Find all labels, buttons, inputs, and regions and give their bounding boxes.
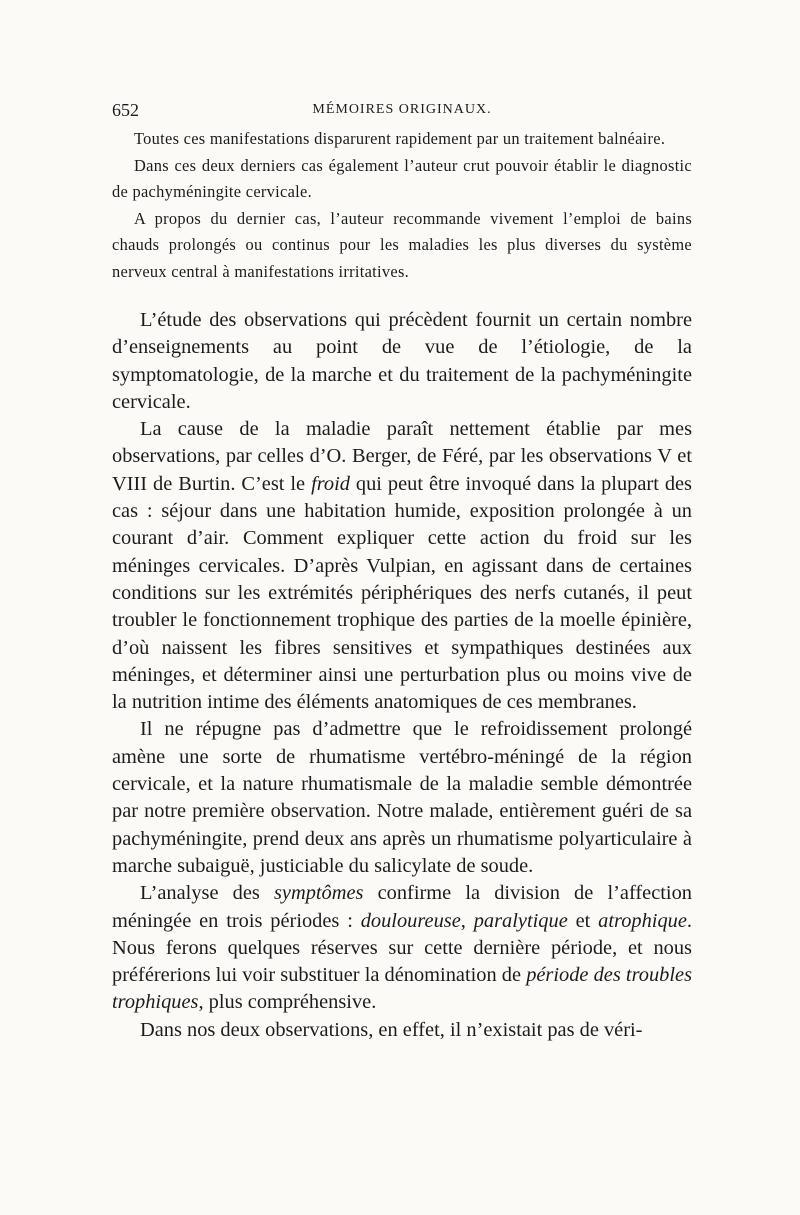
text-run: La cause de la maladie paraît nettement établie par mes observations, par celles d’O. Berger, de Féré, par les observations V et VIII de Burtin. C’est le [112, 418, 692, 495]
text-run: Toutes ces manifestations disparurent rapidement par un traitement balnéaire. [134, 129, 666, 148]
italic-term: paralytique [473, 909, 568, 932]
running-title: MÉMOIRES ORIGINAUX. [312, 102, 492, 117]
italic-term: période des troubles trophiques [112, 964, 693, 1014]
text-run: Il ne répugne pas d’admettre que le refroidissement prolongé amène une sorte de rhumatisme vertébro-méningé de la région cervicale, et la nature rhumatismale de la maladie semble démontrée par notre première observation. Notre malade, entièrement guéri de sa pachyméningite, prend deux ans après un rhumatisme polyarticulaire à marche subaiguë, justiciable du salicylate de soude. [112, 718, 692, 877]
summary-paragraph [112, 153, 692, 206]
text-run: L’analyse des [140, 882, 274, 905]
summary-paragraph [112, 126, 692, 153]
italic-term: douloureuse [360, 909, 461, 932]
body-paragraph [112, 307, 692, 416]
text-run: Dans nos deux observations, en effet, il n’existait pas de véri- [140, 1018, 643, 1041]
text-run: et [567, 909, 599, 932]
text-run: L’étude des observations qui précèdent fournit un certain nombre d’enseignements au point de vue de l’étiologie, de la symptomatologie, de la marche et du traitement de la pachyméningite cervicale. [112, 309, 692, 413]
italic-term: symptômes [273, 882, 364, 905]
running-head [112, 96, 692, 126]
text-run: confirme la division de l’affection méningée en trois périodes : [112, 882, 692, 932]
text-run: qui peut être invoqué dans la plupart des cas : séjour dans une habitation humide, exposition prolongée à un courant d’air. Comment expliquer cette action du froid sur les méninges cervicales. D’après Vulpian, en agissant dans de certaines conditions sur les extrémités périphériques des nerfs cutanés, il peut troubler le fonctionnement trophique des parties de la moelle épinière, d’où naissent les fibres sensitives et sympathiques destinées aux méninges, et déterminer ainsi une perturbation plus ou moins vive de la nutrition intime des éléments anatomiques de ces membranes. [112, 472, 692, 714]
italic-term: froid [311, 472, 350, 495]
body-paragraph [112, 716, 692, 880]
summary-block [112, 126, 692, 285]
body-paragraph [112, 880, 692, 1016]
body-text [112, 307, 692, 1044]
body-paragraph [112, 416, 692, 716]
text-run: A propos du dernier cas, l’auteur recommande vivement l’emploi de bains chauds prolongés ou continus pour les maladies les plus diverses du système nerveux central à manifestations irritatives. [112, 208, 692, 281]
page-number: 652 [112, 100, 139, 120]
text-run: . Nous ferons quelques réserves sur cette dernière période, et nous préférerions lui voir substituer la dénomination de [112, 909, 692, 987]
text-run: Dans ces deux derniers cas également l’auteur crut pouvoir établir le diagnostic de pachyméningite cervicale. [112, 155, 692, 201]
text-run: , [460, 909, 474, 932]
text-run: , plus compréhensive. [198, 991, 377, 1014]
summary-paragraph [112, 206, 692, 286]
body-paragraph [112, 1017, 692, 1044]
italic-term: atrophique [598, 909, 687, 932]
